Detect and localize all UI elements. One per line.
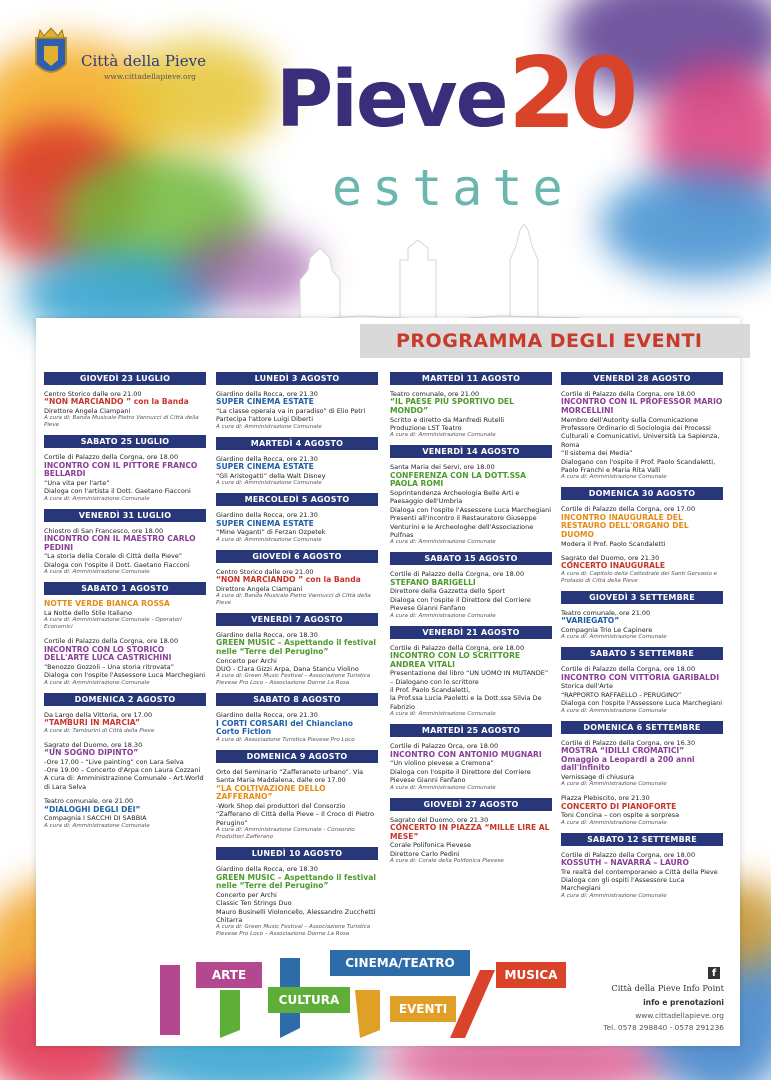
event-detail: Professore Ordinario di Sociologia dei Processi Culturali e Comunicativi, Università La Sapienza, Roma [561,424,720,449]
event-organizer: A cura di: Associazione Turistica Pievese Pro Loco [216,737,355,744]
date-header: GIOVEDÌ 23 LUGLIO [44,372,206,385]
event-organizer: A cura di: Amministrazione Comunale [561,781,667,788]
category-musica: MUSICA [496,962,566,988]
event-item [44,797,206,829]
event-detail: Storica dell'Arte [561,682,613,691]
event-title: INCONTRO CON LO SCRITTORE ANDREA VITALI [390,651,521,669]
logo-pieve: Pieve [276,55,507,145]
event-title: SUPER CINEMA ESTATE [216,518,314,528]
event-organizer: A cura di: Banda Musicale Pietro Vannucci di Città della Pieve [216,593,371,607]
program-column-2 [216,372,378,944]
event-detail: Dialoga con l'ospite il Direttore del Corriere Pievese Gianni Fanfano [390,595,531,613]
date-header: VENERDÌ 31 LUGLIO [44,509,206,522]
event-title: “LA COLTIVAZIONE DELLO ZAFFERANO” [216,783,326,802]
event-organizer: A cura di: Amministrazione Comunale [390,432,496,439]
event-title: “NON MARCIANDO ” con la Banda [44,397,189,407]
event-detail: Produzione LST Teatro [390,424,462,432]
program-column-4 [561,372,723,906]
event-organizer: A cura di: Corale della Polifonica Pievese [390,857,504,864]
event-title: NOTTE VERDE BIANCA ROSSA [44,599,170,609]
event-detail: “Una vita per l'arte” [44,479,110,487]
event-place: Cortile di Palazzo della Corgna, ore 18.00 [44,453,179,462]
event-organizer: A cura di: Green Music Festival – Associazione Turistica Pievese Pro Loco – Associazione Donne La Rosa [216,924,371,938]
event-item [44,600,206,631]
event-item [44,527,206,576]
event-place: Cortile di Palazzo della Corgna, ore 18.00 [390,570,525,579]
event-item [390,644,552,719]
event-item [216,390,378,431]
event-item [561,665,723,714]
date-header: SABATO 15 AGOSTO [390,552,552,565]
event-place: Giardino della Rocca, ore 21.30 [216,711,318,720]
date-header: GIOVEDÌ 27 AGOSTO [390,798,552,811]
event-title: “TAMBURI IN MARCIA” [44,718,140,728]
event-place: Da Largo della Vittoria, ore 17.00 [44,710,153,719]
paint-splash [600,170,771,280]
event-title: “DIALOGHI DEGLI DEI” [44,804,141,814]
event-title: INCONTRO CON ANTONIO MUGNARI [390,749,542,759]
date-header: GIOVEDÌ 6 AGOSTO [216,550,378,563]
category-cultura: CULTURA [268,987,350,1013]
event-organizer: A cura di: Amministrazione Comunale [561,707,667,714]
program-column-1 [44,372,206,836]
info-booking: info e prenotazioni [643,998,724,1007]
event-title: “VARIEGATO” [561,616,620,626]
event-organizer: A cura di: Amministrazione Comunale [390,612,496,619]
event-title: INCONTRO CON IL MAESTRO CARLO PEDINI [44,534,196,552]
date-header: SABATO 12 SETTEMBRE [561,833,723,846]
date-header: LUNEDÌ 10 AGOSTO [216,847,378,860]
event-place: Giardino della Rocca, ore 21.30 [216,511,318,520]
event-detail: Dialoga con gli ospiti l'Assessore Luca Marchegiani [561,876,685,893]
date-header: SABATO 5 SETTEMBRE [561,647,723,660]
event-place: Cortile di Palazzo della Corgna, ore 18.00 [561,390,696,398]
event-detail: Dialoga con l'ospite il Direttore del Corriere Pievese Gianni Fanfano [390,767,531,785]
event-item [44,453,206,502]
event-item [561,505,723,548]
event-title: SUPER CINEMA ESTATE [216,397,314,407]
event-detail: “Mine Vaganti” di Ferzan Ozpetek [216,528,326,537]
event-detail: Concerto per Archi [216,890,277,899]
event-item [216,568,378,607]
event-title: STEFANO BARIGELLI [390,577,476,587]
event-place: Santa Maria dei Servi, ore 18.00 [390,463,495,472]
date-header: VENERDÌ 28 AGOSTO [561,372,723,385]
event-detail: Toni Concina – con ospite a sorpresa [561,811,680,820]
event-item [44,390,206,429]
logo-estate: estate [332,159,573,217]
event-item [44,741,206,792]
event-detail: Dialoga con l'ospite il Dott. Gaetano Fiacconi [44,560,190,569]
date-header: DOMENICA 30 AGOSTO [561,487,723,500]
event-title: INCONTRO CON IL PITTORE FRANCO BELLARDI [44,460,198,479]
event-place: Cortile di Palazzo della Corgna, ore 18.00 [390,643,525,652]
event-detail: -Ore 19.00 – Concerto d'Arpa con Laura Cozzani [44,766,201,775]
event-place: Sagrato del Duomo, ore 21.30 [561,554,660,563]
event-item [216,711,378,744]
banner-title: PROGRAMMA DEGLI EVENTI [396,330,703,352]
event-detail: Tre realtà del contemporaneo a Città della Pieve [561,867,718,876]
event-title: INCONTRO CON LO STORICO DELL'ARTE LUCA CASTRICHINI [44,644,172,663]
city-crest-icon [30,26,72,82]
event-title: INCONTRO INAUGURALE DEL RESTAURO DELL'ORGANO DEL DUOMO [561,512,689,540]
event-item [390,570,552,619]
event-item [216,865,378,938]
event-title: CONCERTO INAUGURALE [561,561,666,571]
event-organizer: A cura di: Amministrazione Comunale [44,679,150,686]
event-detail: “Benozzo Gozzoli – Una storia ritrovata” [44,662,175,671]
event-organizer: A cura di: Capitolo della Cattedrale dei Santi Gervasio e Protasio di Città della Pieve [561,571,718,585]
event-title: “UN SOGNO DIPINTO” [44,748,139,758]
event-detail: La Notte dello Stile Italiano [44,608,132,617]
event-title: INCONTRO CON VITTORIA GARIBALDI [561,672,720,682]
event-detail: Soprintendenza Archeologia Belle Arti e Paesaggio dell'Umbria [390,489,520,506]
event-detail: Direttore della Gazzetta dello Sport [390,587,506,596]
event-detail: Vernissage di chiusura [561,772,635,781]
event-title: CONFERENZA CON LA DOTT.SSA PAOLA ROMI [390,470,527,489]
event-detail: Modera il Prof. Paolo Scandaletti [561,539,666,548]
info-point-name: Città della Pieve Info Point [611,983,724,993]
event-detail: Concerto per Archi [216,656,277,665]
city-name: Città della Pieve [81,52,206,70]
date-header: SABATO 1 AGOSTO [44,582,206,595]
event-item [216,511,378,543]
event-title: I CORTI CORSARI del Chianciano Corto Fiction [216,718,353,737]
event-organizer: A cura di: Amministrazione Comunale [216,480,322,487]
event-place: Centro Storico dalle ore 21.00 [44,390,142,398]
event-detail: Direttore Angela Ciampani [44,407,131,415]
event-detail: -Work Shop dei produttori del Consorzio “Zafferano di Città della Pieve – Il Croco di Pietro Perugino” [216,802,375,827]
event-place: Cortile di Palazzo Orca, ore 18.00 [390,742,499,751]
date-header: MERCOLEDÌ 5 AGOSTO [216,493,378,506]
event-detail: Presentazione del libro “UN UOMO IN MUTANDE” – Dialogano con lo scrittore [390,669,549,686]
date-header: SABATO 8 AGOSTO [216,693,378,706]
event-item [216,455,378,487]
event-organizer: A cura di: Tamburini di Città della Pieve [44,727,155,734]
date-header: GIOVEDÌ 3 SETTEMBRE [561,591,723,604]
event-detail: “Il sistema dei Media” [561,449,633,458]
city-website: www.cittadellapieve.org [104,72,196,81]
event-title: MOSTRA “IDILLI CROMATICI” Omaggio a Leopardi a 200 anni dall'Infinito [561,746,695,773]
event-item [561,609,723,641]
event-detail: Membro dell'Autority sulla Comunicazione [561,415,699,424]
event-place: Piazza Plebiscito, ore 21.30 [561,794,650,803]
event-detail: Presenti all'incontro il Restauratore Giuseppe Venturini e le Archeologhe dell'Associazione Pulfnas [390,514,537,540]
event-detail: DUO - Clara Gizzi Arpa, Dana Stancu Violino [216,665,359,674]
event-place: Centro Storico dalle ore 21.00 [216,567,314,576]
event-item [390,742,552,791]
event-detail: Dialoga con l'ospite l'Assessore Luca Marchegiani [390,505,552,514]
event-item [44,711,206,735]
date-header: DOMENICA 2 AGOSTO [44,693,206,706]
event-item [390,463,552,546]
event-organizer: A cura di: Amministrazione Comunale [390,539,496,546]
event-detail: Mauro Businelli Violoncello, Alessandro Zucchetti Chitarra [216,907,376,925]
event-organizer: A cura di: Amministrazione Comunale [44,569,150,576]
event-title: GREEN MUSIC – Aspettando il festival nelle “Terre del Perugino” [216,872,376,891]
event-detail: “Un violino pievese a Cremona” [390,759,494,768]
event-title: INCONTRO CON IL PROFESSOR MARIO MORCELLINI [561,397,723,415]
event-detail: il Prof. Paolo Scandaletti, [390,686,471,695]
event-detail: Dialoga con l'artista il Dott. Gaetano Fiacconi [44,487,191,496]
event-detail: Dialogano con l'ospite il Prof. Paolo Scandaletti, Paolo Franchi e Maria Rita Valli [561,457,716,475]
event-item [561,554,723,585]
event-organizer: A cura di: Amministrazione Comunale [390,711,496,718]
event-item [216,768,378,841]
event-item [390,390,552,439]
event-place: Teatro comunale, ore 21.00 [44,797,134,806]
event-detail: Compagnia I SACCHI DI SABBIA [44,814,147,823]
event-place: Chiostro di San Francesco, ore 18.00 [44,526,164,535]
event-place: Giardino della Rocca, ore 18.30 [216,865,318,874]
date-header: DOMENICA 9 AGOSTO [216,750,378,763]
event-place: Sagrato del Duomo, ore 21.30 [390,815,489,824]
event-organizer: A cura di: Banda Musicale Pietro Vannucci di Città della Pieve [44,415,199,429]
event-place: Giardino della Rocca, ore 21.30 [216,390,318,398]
event-detail: Classic Ten Strings Duo [216,899,292,908]
event-organizer: A cura di: Amministrazione Comunale [44,495,150,502]
event-organizer: A cura di: Amministrazione Comunale - Consorzio Produttori Zafferano [216,827,355,841]
event-organizer: A cura di: Amministrazione Comunale - Operatori Economici [44,617,182,631]
event-organizer: A cura di: Amministrazione Comunale [561,892,667,899]
category-eventi: EVENTI [390,996,456,1022]
facebook-icon[interactable]: f [708,967,720,979]
event-detail: Partecipa l'attore Luigi Diberti [216,415,314,424]
category-cinema-teatro: CINEMA/TEATRO [330,950,470,976]
event-item [561,794,723,826]
event-item [44,637,206,686]
date-header: DOMENICA 6 SETTEMBRE [561,721,723,734]
event-detail: Scritto e diretto da Manfredi Rutelli [390,415,504,424]
event-detail: Compagnia Trio Le Capinere [561,626,653,635]
event-place: Orto del Seminario “Zafferaneto urbano”. Via Santa Maria Maddalena, dalle ore 17.00 [216,768,364,785]
event-detail: “Gli Aristogatti” della Walt Disney [216,471,326,480]
event-place: Teatro comunale, ore 21.00 [390,390,480,398]
event-title: GREEN MUSIC – Aspettando il festival nelle “Terre del Perugino” [216,638,376,657]
event-detail: la Prof.ssa Lucia Paoletti e la Dott.ssa Silvia De Fabrizio [390,694,542,711]
event-organizer: A cura di: Amministrazione Comunale [561,634,667,641]
event-organizer: A cura di: Amministrazione Comunale [390,784,496,791]
event-detail: “La classe operaia va in paradiso” di Elio Petri [216,407,366,415]
event-detail: Dialoga con l'ospite l'Assessore Luca Marchegiani [44,671,206,680]
date-header: MARTEDÌ 25 AGOSTO [390,724,552,737]
event-item [390,816,552,865]
event-title: KOSSUTH – NAVARRA – LAURO [561,858,689,868]
event-organizer: A cura di: Green Music Festival – Associazione Turistica Pievese Pro Loco – Associazione Donne La Rosa [216,673,371,687]
event-place: Cortile di Palazzo della Corgna, ore 16.30 [561,738,696,747]
event-item [216,631,378,687]
event-item [561,390,723,481]
event-item [561,851,723,900]
date-header: VENERDÌ 14 AGOSTO [390,445,552,458]
event-place: Cortile di Palazzo della Corgna, ore 18.00 [561,850,696,859]
date-header: SABATO 25 LUGLIO [44,435,206,448]
event-title: SUPER CINEMA ESTATE [216,462,314,472]
event-detail: Direttore Angela Ciampani [216,584,303,593]
event-place: Giardino della Rocca, ore 21.30 [216,454,318,463]
logo-number: 20 [508,37,633,151]
skyline-illustration [240,220,580,330]
event-place: Teatro comunale, ore 21.00 [561,609,651,618]
date-header: VENERDÌ 7 AGOSTO [216,613,378,626]
event-place: Giardino della Rocca, ore 18.30 [216,631,318,640]
event-organizer: A cura di: Amministrazione Comunale [216,423,322,430]
event-place: Cortile di Palazzo della Corgna, ore 18.00 [44,637,179,646]
event-organizer: A cura di: Amministrazione Comunale [561,819,667,826]
event-detail: Corale Polifonica Pievese [390,841,471,850]
event-title: CONCERTO DI PIANOFORTE [561,801,677,811]
date-header: MARTEDÌ 4 AGOSTO [216,437,378,450]
event-organizer: A cura di: Amministrazione Comunale [44,822,150,829]
date-header: VENERDÌ 21 AGOSTO [390,626,552,639]
event-detail: -Ore 17.00 - “Live painting” con Lara Selva [44,757,184,766]
event-detail: “RAPPORTO RAFFAELLO - PERUGINO” [561,690,682,699]
event-title: “IL PAESE PIÙ SPORTIVO DEL MONDO” [390,397,514,415]
info-website[interactable]: www.cittadellapieve.org [635,1011,724,1020]
event-detail: “La storia della Corale di Città della Pieve” [44,552,183,561]
event-item [561,739,723,789]
event-place: Sagrato del Duomo, ore 18.30 [44,740,143,749]
event-title: “NON MARCIANDO ” con la Banda [216,575,361,585]
event-title: CONCERTO IN PIAZZA “MILLE LIRE AL MESE” [390,822,550,841]
event-detail: Dialoga con l'ospite l'Assessore Luca Marchegiani [561,699,723,708]
event-place: Cortile di Palazzo della Corgna, ore 17.00 [561,505,696,514]
event-detail: A cura di: Amministrazione Comunale - Art.World di Lara Selva [44,774,204,791]
event-detail: Direttore Carlo Pedini [390,849,460,858]
date-header: MARTEDÌ 11 AGOSTO [390,372,552,385]
date-header: LUNEDÌ 3 AGOSTO [216,372,378,385]
program-column-3 [390,372,552,871]
category-arte: ARTE [196,962,262,988]
event-organizer: A cura di: Amministrazione Comunale [561,474,667,481]
info-phone: Tel. 0578 298840 - 0578 291236 [603,1023,724,1032]
event-organizer: A cura di: Amministrazione Comunale [216,536,322,543]
event-place: Cortile di Palazzo della Corgna, ore 18.00 [561,665,696,674]
